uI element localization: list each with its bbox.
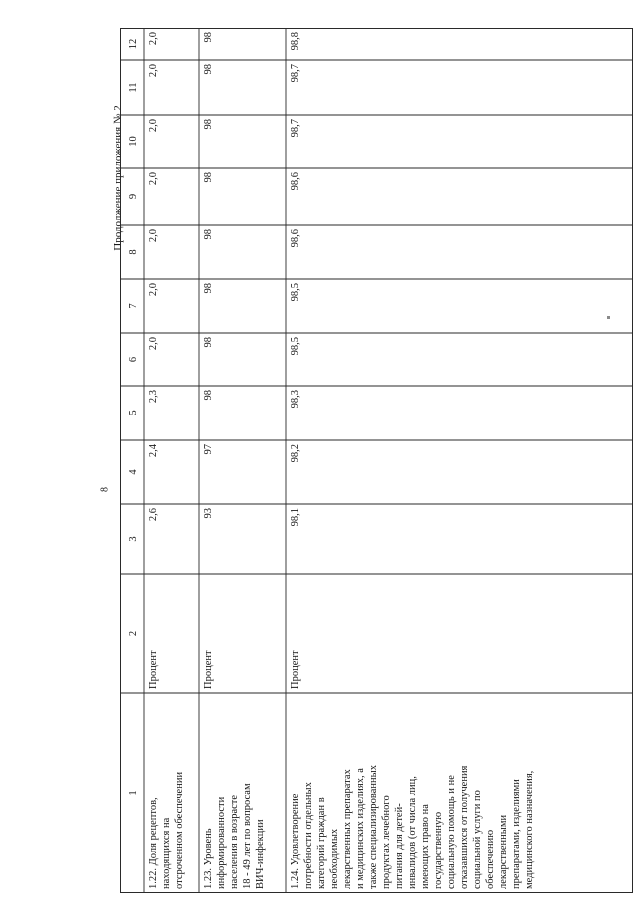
value-cell: 2,6 [148,508,159,522]
page-number: 8 [99,487,111,492]
column-header: 9 [128,193,139,200]
value-cell: 2,0 [148,229,159,243]
value-cell: 2,4 [148,444,159,458]
appendix-note: Продолжение приложения № 2 [112,105,124,251]
column-header: 5 [128,410,139,416]
indicator-name-line: отказавшихся от получения [459,765,470,889]
column-header: 1 [128,790,139,796]
value-cell: 98 [203,390,214,401]
value-cell: 2,3 [148,390,159,404]
indicator-name-line: потребности отдельных [303,782,314,889]
value-cell: 98,8 [290,32,301,51]
column-header: 6 [128,356,139,363]
unit-cell: Процент [148,650,159,689]
appendix-table [120,28,633,893]
value-cell: 98 [203,119,214,130]
indicator-name-line: отсроченном обеспечении [174,771,185,889]
value-cell: 98,7 [290,119,301,138]
value-cell: 93 [203,508,214,519]
value-cell: 98,1 [290,508,301,527]
value-cell: 98,6 [290,229,301,248]
column-header: 4 [128,469,139,475]
indicator-name-line: медицинского назначения, [524,770,535,889]
value-cell: 2,0 [148,32,159,46]
indicator-name-line: 1.22. Доля рецептов, [148,797,159,889]
column-header: 2 [128,630,139,637]
value-cell: 98,6 [290,172,301,191]
indicator-name-line: 1.23. Уровень [203,828,214,889]
column-header: 12 [128,38,139,50]
value-cell: 98 [203,283,214,294]
indicator-name-line: лекарственными [498,814,509,889]
indicator-name-line: находящихся на [161,817,172,889]
column-header: 10 [128,136,139,147]
indicator-name-line: населения в возрасте [229,794,240,889]
indicator-name-line: обеспечению [485,829,496,889]
indicator-name-line: 18 - 49 лет по вопросам [242,783,253,889]
indicator-name-line: необходимых [329,828,340,889]
appendix-table-svg [120,28,633,893]
unit-cell: Процент [203,650,214,689]
table-border [121,29,633,893]
column-header: 11 [128,82,139,93]
value-cell: 98 [203,172,214,183]
column-header: 8 [128,249,139,255]
column-header: 7 [128,303,139,309]
indicator-name-line: препаратами, изделиями [511,779,522,889]
indicator-name-line: питания для детей- [394,803,405,889]
value-cell: 98,5 [290,283,301,302]
value-cell: 98 [203,229,214,240]
value-cell: 98,7 [290,64,301,83]
value-cell: 98 [203,32,214,43]
value-cell: 98,2 [290,444,301,463]
indicator-name-line: продуктах лечебного [381,795,392,889]
value-cell: 98 [203,337,214,348]
indicator-name-line: ВИЧ-инфекции [255,819,266,889]
indicator-name-line: имеющих право на [420,804,431,889]
indicator-name-line: инвалидов (от числа лиц, [407,776,418,889]
indicator-name-line: государственную [433,811,444,889]
unit-cell: Процент [290,650,301,689]
indicator-name-line: социальной услуги по [472,790,483,889]
value-cell: 98,5 [290,337,301,356]
indicator-name-line: также специализированных [368,765,379,889]
value-cell: 2,0 [148,64,159,78]
indicator-name-line: лекарственных препаратах [342,769,353,889]
value-cell: 98 [203,64,214,75]
scan-speck [607,316,610,319]
value-cell: 2,0 [148,172,159,186]
indicator-name-line: и медицинских изделиях, а [355,768,366,889]
value-cell: 97 [203,444,214,455]
indicator-name-line: информированности [216,796,227,889]
value-cell: 2,0 [148,337,159,351]
value-cell: 2,0 [148,119,159,133]
indicator-name-line: социальную помощь и не [446,775,457,889]
indicator-name-line: 1.24. Удовлетворение [290,793,301,889]
value-cell: 2,0 [148,283,159,297]
indicator-name-line: категорий граждан в [316,797,327,889]
value-cell: 98,3 [290,390,301,409]
column-header: 3 [128,536,139,542]
